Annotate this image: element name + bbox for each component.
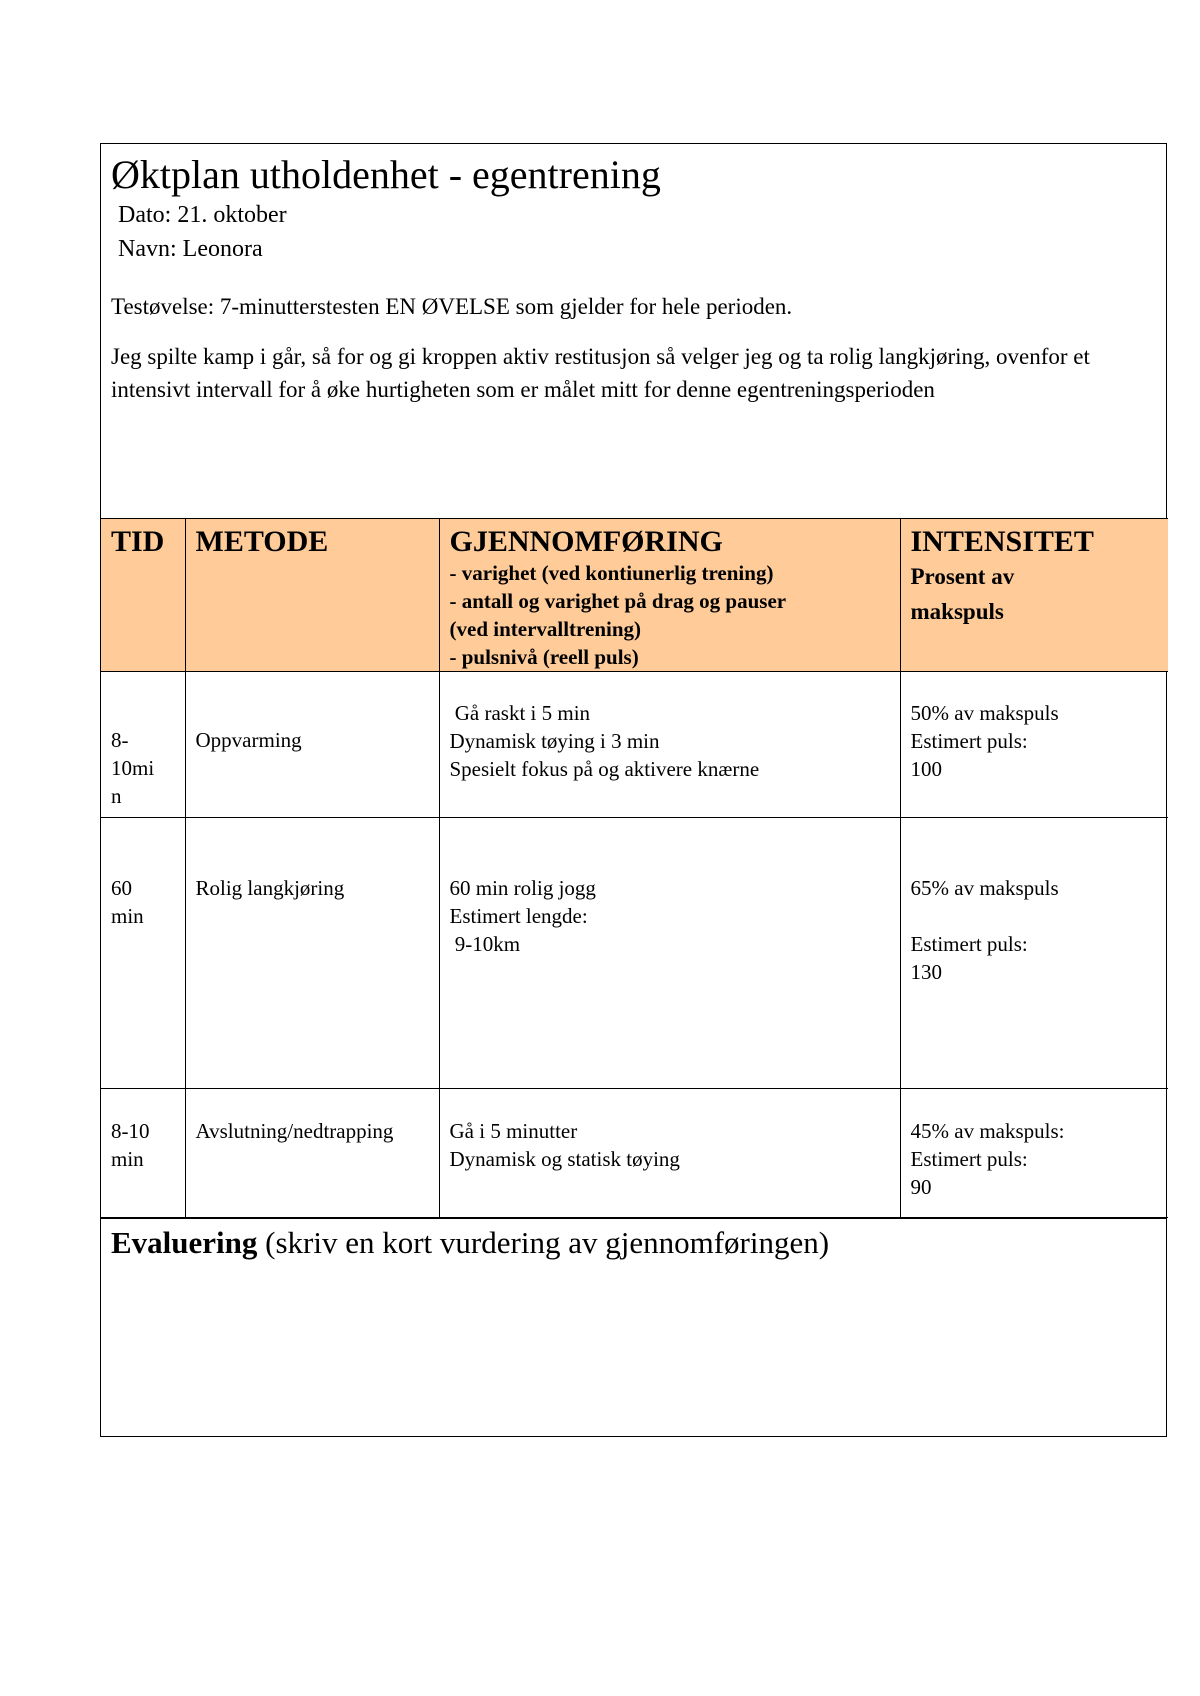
cell-metode: Rolig langkjøring bbox=[185, 818, 439, 1089]
table-row bbox=[101, 672, 1168, 818]
cell-intensitet: 45% av makspuls: Estimert puls: 90 bbox=[900, 1089, 1168, 1218]
header-metode: METODE bbox=[185, 519, 439, 672]
cell-tid: 8- 10mi n bbox=[101, 672, 185, 818]
header-intensitet: INTENSITET Prosent av makspuls bbox=[900, 519, 1168, 672]
header-block bbox=[101, 144, 1166, 518]
cell-intensitet: 65% av makspuls Estimert puls: 130 bbox=[900, 818, 1168, 1089]
date-line: Dato: 21. oktober bbox=[118, 202, 287, 228]
plan-description: Jeg spilte kamp i går, så for og gi kroppen aktiv restitusjon så velger jeg og ta rolig langkjøring, ovenfor et intensivt intervall for å øke hurtigheten som er målet mitt for denne egentreningsperioden bbox=[111, 344, 1090, 402]
table-row bbox=[101, 1089, 1168, 1218]
header-sub-line: makspuls bbox=[910, 599, 1004, 624]
evaluation-section[interactable] bbox=[101, 1218, 1166, 1436]
cell-intensitet: 50% av makspuls Estimert puls: 100 bbox=[900, 672, 1168, 818]
cell-metode: Avslutning/nedtrapping bbox=[185, 1089, 439, 1218]
header-sub-line: - antall og varighet på drag og pauser bbox=[449, 589, 787, 613]
header-gjennomforing: GJENNOMFØRING - varighet (ved kontiunerlig trening) - antall og varighet på drag og pauser (ved intervalltrening) - pulsnivå (reell puls) bbox=[439, 519, 900, 672]
header-sub-line: - varighet (ved kontiunerlig trening) bbox=[449, 561, 774, 585]
cell-gjennomforing: 60 min rolig jogg Estimert lengde: 9-10km bbox=[439, 818, 900, 1089]
header-sub-line: Prosent av bbox=[910, 564, 1015, 589]
cell-gjennomforing: Gå raskt i 5 min Dynamisk tøying i 3 min Spesielt fokus på og aktivere knærne bbox=[439, 672, 900, 818]
evaluation-label: Evaluering bbox=[111, 1225, 258, 1260]
cell-tid: 8-10 min bbox=[101, 1089, 185, 1218]
header-tid: TID bbox=[101, 519, 185, 672]
table-row bbox=[101, 818, 1168, 1089]
session-table bbox=[101, 518, 1168, 1218]
document-title: Øktplan utholdenhet - egentrening bbox=[111, 152, 661, 197]
table-header-row bbox=[101, 519, 1168, 672]
name-line: Navn: Leonora bbox=[118, 236, 263, 262]
cell-gjennomforing: Gå i 5 minutter Dynamisk og statisk tøying bbox=[439, 1089, 900, 1218]
header-sub-line: - pulsnivå (reell puls) bbox=[449, 645, 639, 669]
evaluation-instruction: (skriv en kort vurdering av gjennomføringen) bbox=[257, 1225, 830, 1260]
session-plan-document bbox=[100, 143, 1167, 1437]
cell-tid: 60 min bbox=[101, 818, 185, 1089]
header-sub-line: (ved intervalltrening) bbox=[449, 617, 642, 641]
test-exercise: Testøvelse: 7-minutterstesten EN ØVELSE som gjelder for hele perioden. bbox=[111, 294, 793, 319]
cell-metode: Oppvarming bbox=[185, 672, 439, 818]
